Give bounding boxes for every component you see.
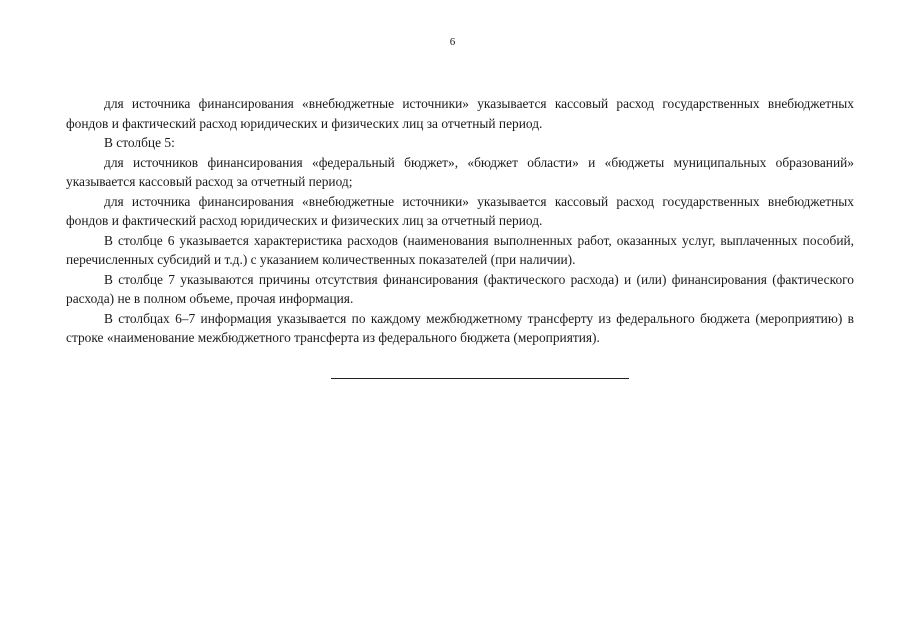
paragraph: В столбце 5: bbox=[104, 135, 175, 150]
paragraph: для источника финансирования «внебюджетные источники» указывается кассовый расход государственных внебюджетных фондов и фактический расход юридических и физических лиц за отчетный период. bbox=[66, 96, 854, 131]
end-separator-line bbox=[331, 378, 629, 379]
paragraph: В столбце 7 указываются причины отсутствия финансирования (фактического расхода) и (или) финансирования (фактического расхода) не в полном объеме, прочая информация. bbox=[66, 271, 854, 306]
paragraph: для источников финансирования «федеральный бюджет», «бюджет области» и «бюджеты муниципальных образований» указывается кассовый расход за отчетный период; bbox=[66, 154, 854, 189]
paragraph: В столбцах 6–7 информация указывается по каждому межбюджетному трансферту из федерального бюджета (мероприятию) в строке «наименование межбюджетного трансферта из федерального бюджета (мероприятия). bbox=[66, 310, 854, 345]
paragraph: В столбце 6 указывается характеристика расходов (наименования выполненных работ, оказанных услуг, выплаченных пособий, перечисленных субсидий и т.д.) с указанием количественных показателей (при наличии). bbox=[66, 232, 854, 267]
page-number: 6 bbox=[449, 36, 456, 48]
paragraph: для источника финансирования «внебюджетные источники» указывается кассовый расход государственных внебюджетных фондов и фактический расход юридических и физических лиц за отчетный период. bbox=[66, 193, 854, 228]
document-body bbox=[66, 94, 854, 348]
